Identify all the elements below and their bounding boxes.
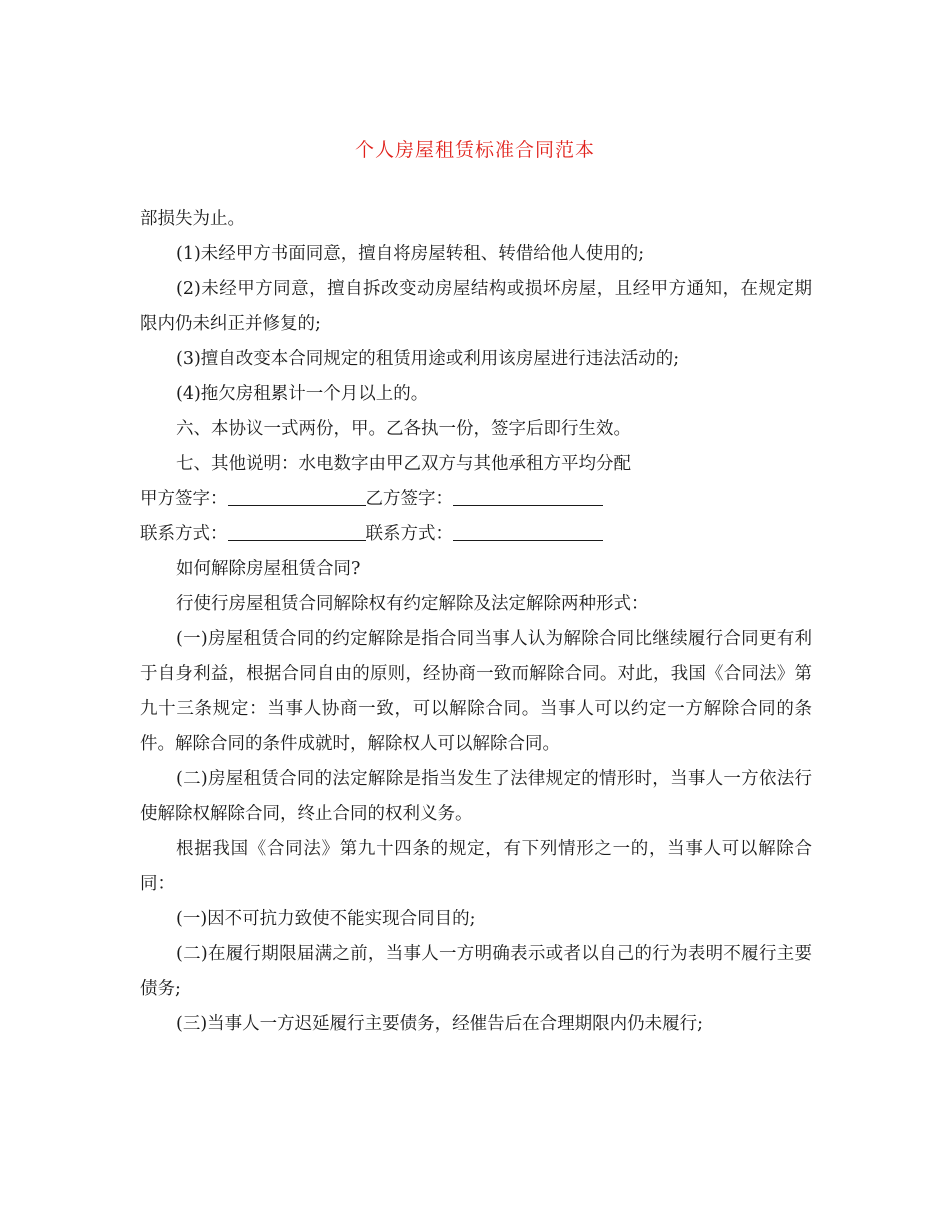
- paragraph: 部损失为止。: [140, 209, 245, 229]
- party-b-sign-label: 乙方签字：: [365, 489, 453, 509]
- paragraph: 七、其他说明：水电数字由甲乙双方与其他承租方平均分配: [176, 454, 631, 474]
- party-a-contact-blank: [228, 520, 366, 541]
- paragraph: (三)当事人一方迟延履行主要债务，经催告后在合理期限内仍未履行;: [176, 1014, 704, 1034]
- party-b-sign-blank: [453, 485, 603, 506]
- paragraph: (一)因不可抗力致使不能实现合同目的;: [176, 909, 476, 929]
- paragraph: (二)在履行期限届满之前，当事人一方明确表示或者以自己的行为表明不履行主要债务;: [140, 944, 812, 999]
- document-body: [140, 202, 812, 1042]
- paragraph: 六、本协议一式两份，甲。乙各执一份，签字后即行生效。: [176, 419, 631, 439]
- paragraph: 根据我国《合同法》第九十四条的规定，有下列情形之一的，当事人可以解除合同：: [140, 839, 812, 894]
- paragraph: (1)未经甲方书面同意，擅自将房屋转租、转借给他人使用的;: [176, 244, 645, 264]
- contact-line: [140, 517, 812, 552]
- paragraph: 行使行房屋租赁合同解除权有约定解除及法定解除两种形式：: [176, 594, 649, 614]
- party-b-contact-blank: [453, 520, 603, 541]
- paragraph: (2)未经甲方同意，擅自拆改变动房屋结构或损坏房屋，且经甲方通知，在规定期限内仍未纠正并修复的;: [140, 279, 812, 334]
- paragraph: 如何解除房屋租赁合同?: [176, 559, 361, 579]
- party-a-sign-label: 甲方签字：: [140, 489, 228, 509]
- party-b-contact-label: 联系方式：: [365, 524, 453, 544]
- party-a-sign-blank: [228, 485, 366, 506]
- party-a-contact-label: 联系方式：: [140, 524, 228, 544]
- document-title: 个人房屋租赁标准合同范本: [354, 139, 595, 161]
- paragraph: (3)擅自改变本合同规定的租赁用途或利用该房屋进行违法活动的;: [176, 349, 680, 369]
- paragraph: (二)房屋租赁合同的法定解除是指当发生了法律规定的情形时，当事人一方依法行使解除权解除合同，终止合同的权利义务。: [140, 769, 812, 824]
- paragraph: (4)拖欠房租累计一个月以上的。: [176, 384, 429, 404]
- paragraph: (一)房屋租赁合同的约定解除是指合同当事人认为解除合同比继续履行合同更有利于自身利益，根据合同自由的原则，经协商一致而解除合同。对此，我国《合同法》第九十三条规定：当事人协商一致，可以解除合同。当事人可以约定一方解除合同的条件。解除合同的条件成就时，解除权人可以解除合同。: [140, 629, 812, 754]
- signature-line: [140, 482, 812, 517]
